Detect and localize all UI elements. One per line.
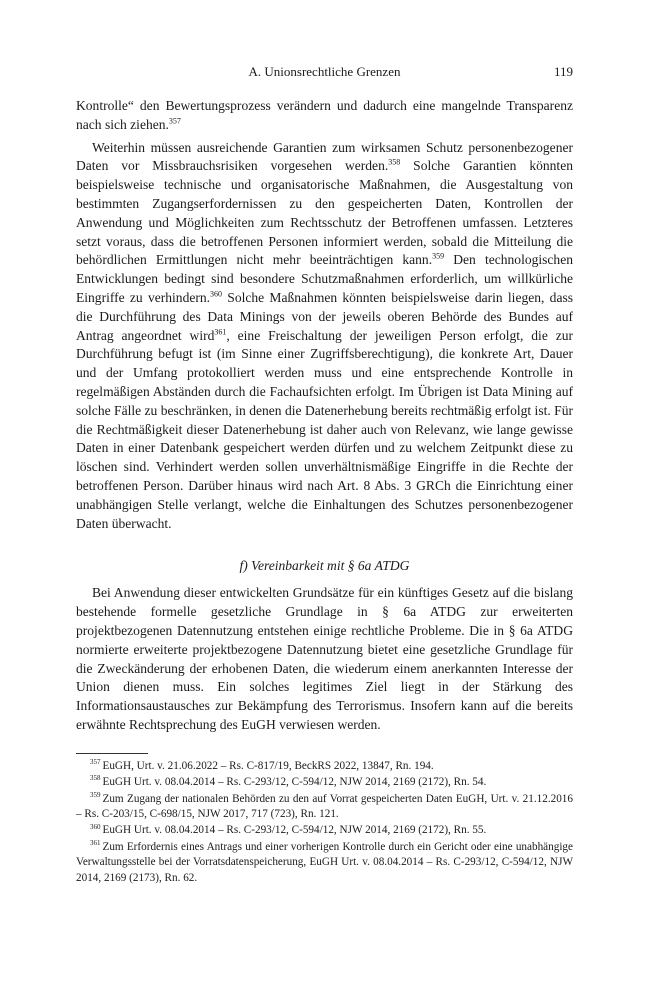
footnote-marker[interactable]: 358 <box>388 157 401 167</box>
text-run: Kontrolle“ den Bewertungsprozess verändern und dadurch eine mangelnde Transparenz nach sich ziehen. <box>76 98 573 132</box>
text-run: Weiterhin müssen ausreichende Garantien zum wirksamen Schutz personenbezogener Daten vor Missbrauchsrisiken vorgesehen werden. <box>76 139 573 174</box>
footnote-text: EuGH, Urt. v. 21.06.2022 – Rs. C-817/19, BeckRS 2022, 13847, Rn. 194. <box>102 759 434 772</box>
text-run: Solche Maßnahmen könnten beispielsweise darin liegen, dass die Durchführung des Data Minings von der jeweils oberen Behörde des Bundes auf Antrag angeordnet wird <box>76 289 573 343</box>
footnote-number: 358 <box>90 774 101 783</box>
footnote-357 <box>76 759 573 774</box>
text-run: Den technologischen Entwicklungen bedingt sind besondere Schutzmaßnahmen erforderlich, um willkürliche Eingriffe zu verhindern. <box>76 252 573 305</box>
text-run: , eine Freischaltung der jeweiligen Person erfolgt, die zur Durchführung befugt ist (im Sinne einer Zugriffsberechtigung), die konkrete Art, Dauer und der Umfang protokolliert werden muss und eine entsprechende Kontrolle in regelmäßigen Abständen durch die Fachaufsichten erfolgt. Im Übrigen ist Data Mining auf solche Fälle zu beschränken, in denen die Datenerhebung bereits rechtmäßig erfolgt ist. Für die Rechtmäßigkeit dieser Datenerhebung ist daher auch von Relevanz, wie lange gewisse Daten in einer Datenbank gespeichert werden dürfen und zu welchem Zeitpunkt diese zu löschen sind. Verhindert werden sollen unverhältnismäßige Eingriffe in die Rechte der betroffenen Person. Darüber hinaus wird nach Art. 8 Abs. 3 GRCh die Einrichtung einer unabhängigen Stelle verlangt, welche die Einhaltungen des Schutzes personenbezogener Daten überwacht. <box>76 327 574 531</box>
footnote-358 <box>76 775 573 790</box>
section-heading: f) Vereinbarkeit mit § 6a ATDG <box>239 558 410 574</box>
footnote-text: EuGH Urt. v. 08.04.2014 – Rs. C-293/12, C-594/12, NJW 2014, 2169 (2172), Rn. 55. <box>102 824 487 837</box>
footnote-list <box>76 759 573 886</box>
footnote-marker[interactable]: 359 <box>432 251 445 261</box>
footnote-text: Zum Zugang der nationalen Behörden zu den auf Vorrat gespeicherten Daten EuGH, Urt. v. 21.12.2016 – Rs. C-203/15, C-698/15, NJW 2017, 717 (723), Rn. 121. <box>76 792 573 820</box>
page-number: 119 <box>553 64 573 79</box>
footnote-number: 360 <box>90 822 101 831</box>
footnote-marker[interactable]: 361 <box>214 327 227 337</box>
footnote-marker[interactable]: 360 <box>210 289 223 299</box>
footnote-361 <box>76 840 573 886</box>
footnote-360 <box>76 823 573 838</box>
footnote-number: 361 <box>90 839 101 847</box>
footnote-separator <box>76 753 148 754</box>
paragraph-safeguards <box>76 139 573 534</box>
paragraph-continued <box>76 97 573 135</box>
running-header <box>76 60 573 84</box>
footnote-number: 359 <box>90 790 101 799</box>
footnote-marker[interactable]: 357 <box>168 116 181 126</box>
footnote-number: 357 <box>90 757 101 766</box>
footnote-359 <box>76 792 573 823</box>
paragraph-atdg: Bei Anwendung dieser entwickelten Grundsätze für ein künftiges Gesetz auf die bislang bestehende formelle gesetzliche Grundlage in § 6a ATDG zur erweiterten projektbezogenen Datennutzung entstehen einige rechtliche Probleme. Die in § 6a ATDG normierte erweiterte projektbezogene Datennutzung bietet eine gesetzliche Grundlage für die Zweckänderung der erhobenen Daten, die wiederum einem anerkannten Interesse der Union dienen muss. Ein solches legitimes Ziel liegt in der Stärkung des Informationsaustausches zur Bekämpfung des Terrorismus. Insofern kann auf die bereits erwähnte Rechtsprechung des EuGH verwiesen werden. <box>76 585 573 732</box>
footnote-text: EuGH Urt. v. 08.04.2014 – Rs. C-293/12, C-594/12, NJW 2014, 2169 (2172), Rn. 54. <box>102 776 487 789</box>
footnote-text: Zum Erfordernis eines Antrags und einer vorherigen Kontrolle durch ein Gericht oder eine unabhängige Verwaltungsstelle bei der Vorratsdatenspeicherung, EuGH Urt. v. 08.04.2014 – Rs. C-293/12, C-594/12, NJW 2014, 2169 (2173), Rn. 62. <box>76 840 573 884</box>
text-run: Solche Garantien könnten beispielsweise technische und organisatorische Maßnahmen, die Ausgestaltung von bestimmten Zugangserfordernissen zu den gespeicherten Daten, Kontrollen der Anwendung und Möglichkeiten zum Rechtsschutz der Betroffenen umfassen. Letzteres setzt voraus, dass die betroffenen Personen informiert werden, sobald die Mitteilung die behördlichen Ermittlungen nicht mehr beeinträchtigen kann. <box>76 158 573 268</box>
book-page <box>76 60 573 887</box>
running-header-title: A. Unionsrechtliche Grenzen <box>248 64 401 79</box>
